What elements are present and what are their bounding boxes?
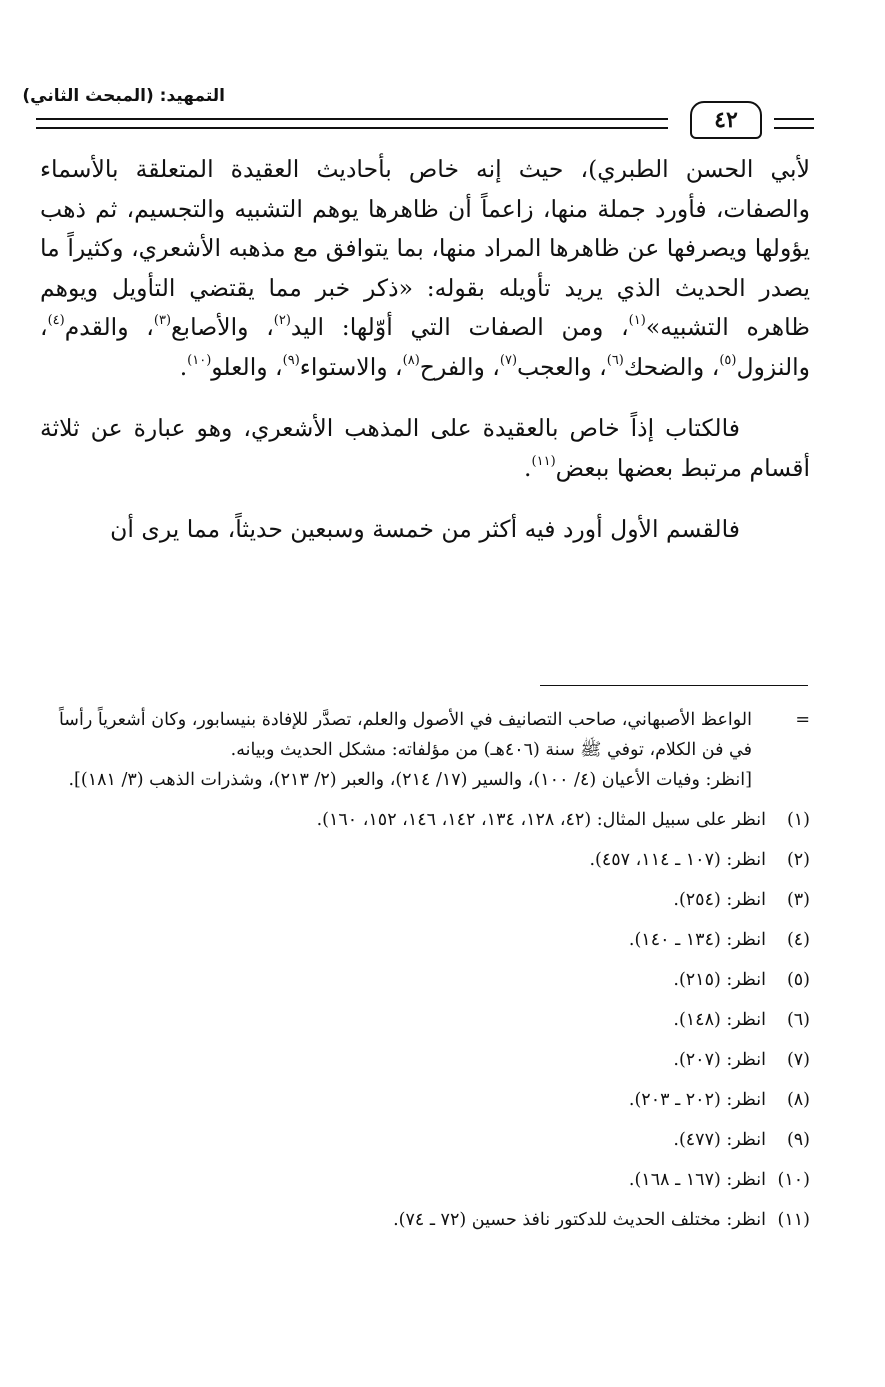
footnote-sources: [انظر: وفيات الأعيان (٤/ ١٠٠)، والسير (١٧/ ٢١٤)، والعبر (٢/ ٢١٣)، وشذرات الذهب (٣/ ١٨١)].: [68, 770, 752, 790]
continuation-mark: =: [795, 710, 810, 730]
footnote-item: [40, 1125, 810, 1155]
footnote-number: (٨): [786, 1090, 810, 1110]
text-run: ، والاستواء: [299, 352, 403, 381]
text-run: ، والفرح: [419, 352, 500, 381]
footnote-text: انظر: (١٤٨).: [673, 1010, 766, 1030]
text-run: ، والعلو: [211, 352, 283, 381]
footnote-item: [40, 925, 810, 955]
footnote-number: (٦): [786, 1010, 810, 1030]
footnote-item: [40, 1005, 810, 1035]
footnote-text: انظر: مختلف الحديث للدكتور نافذ حسين (٧٢ ـ ٧٤).: [393, 1210, 766, 1230]
footnote-item: [40, 1205, 810, 1235]
footnote-ref: (٣): [153, 313, 172, 329]
footnote-number: (١١): [777, 1210, 810, 1230]
text-run: ، والضحك: [623, 352, 720, 381]
footnote-list: [40, 805, 810, 1235]
footnote-text: انظر: (٢١٥).: [673, 970, 766, 990]
footnote-text: انظر: (١٦٧ ـ ١٦٨).: [628, 1170, 766, 1190]
footnote-number: (٩): [786, 1130, 810, 1150]
footnote-item: [40, 885, 810, 915]
footnote-ref: (٩): [282, 352, 300, 368]
footnotes: [40, 705, 810, 1235]
footnote-item: [40, 805, 810, 835]
text-run: ، ومن الصفات التي أوّلها: اليد: [290, 313, 629, 341]
header-double-rule-right: [774, 118, 814, 129]
footnote-item: [40, 1045, 810, 1075]
footnote-item: [40, 965, 810, 995]
footnote-number: (٣): [786, 890, 810, 910]
footnote-number: (٢): [786, 850, 810, 870]
footnote-item: [40, 1085, 810, 1115]
footnote-text: انظر: (٤٧٧).: [673, 1130, 766, 1150]
paragraph-2: [40, 409, 810, 488]
main-text: [40, 150, 810, 550]
footnote-ref: (٢): [273, 313, 291, 329]
footnote-number: (٧): [786, 1050, 810, 1070]
footnote-text: الواعظ الأصبهاني، صاحب التصانيف في الأصول والعلم، تصدَّر للإفادة بنيسابور، وكان أشعرياً رأساً في فن الكلام، توفي ﷺ سنة (٤٠٦هـ) من مؤلفاته: مشكل الحديث وبيانه.: [58, 710, 752, 760]
footnote-separator: [540, 685, 808, 686]
footnote-number: (٤): [786, 930, 810, 950]
text-run: ، والعجب: [517, 352, 607, 381]
footnote-ref: (٥): [719, 352, 737, 368]
footnote-ref: (١٠): [187, 352, 212, 368]
footnote-text: انظر: (١٣٤ ـ ١٤٠).: [628, 930, 766, 950]
footnote-ref: (٤): [47, 313, 65, 329]
footnote-number: (١): [786, 810, 810, 830]
running-header-title: التمهيد: (المبحث الثاني): [22, 86, 225, 106]
footnote-text: انظر: (٢٠٢ ـ ٢٠٣).: [628, 1090, 766, 1110]
text-run: لأبي الحسن الطبري)، حيث إنه خاص بأحاديث العقيدة المتعلقة بالأسماء والصفات، فأورد جملة منها، زاعماً أن ظاهرها يوهم التشبيه والتجسيم، ثم ذهب يؤولها ويصرفها عن ظاهرها المراد منها، بما يتوافق مع مذهبه الأشعري، وكثيراً ما يصدر الحديث الذي يريد تأويله بقوله: «ذكر خبر مما يقتضي التأويل ويوهم ظاهره التشبيه»: [40, 155, 810, 341]
footnote-text: انظر: (١٠٧ ـ ١١٤، ٤٥٧).: [589, 850, 766, 870]
footnote-ref: (١): [628, 313, 646, 329]
footnote-text: انظر: (٢٥٤).: [673, 890, 766, 910]
footnote-item: [40, 845, 810, 875]
text-run: فالكتاب إذاً خاص بالعقيدة على المذهب الأشعري، وهو عبارة عن ثلاثة أقسام مرتبط بعضها ببعض: [40, 414, 810, 482]
footnote-continuation: [40, 705, 810, 765]
footnote-number: (٥): [786, 970, 810, 990]
footnote-item: [40, 1165, 810, 1195]
footnote-text: انظر على سبيل المثال: (٤٢، ١٢٨، ١٣٤، ١٤٢، ١٤٦، ١٥٢، ١٦٠).: [316, 810, 766, 830]
footnote-number: (١٠): [777, 1170, 810, 1190]
footnote-ref: (٨): [402, 352, 420, 368]
page-number-badge: ٤٢: [690, 101, 762, 139]
header-double-rule: [36, 118, 668, 129]
text-run: ، والقدم: [64, 313, 154, 341]
paragraph-3: [40, 510, 810, 550]
footnote-ref: (٧): [499, 352, 518, 368]
footnote-ref: (٦): [606, 352, 624, 368]
footnote-text: انظر: (٢٠٧).: [673, 1050, 766, 1070]
paragraph-1: [40, 150, 810, 387]
text-run: .: [179, 352, 188, 381]
text-run: ، والنزول: [40, 313, 810, 381]
text-run: ، والأصابع: [171, 313, 274, 341]
text-run: .: [524, 453, 532, 482]
text-run: فالقسم الأول أورد فيه أكثر من خمسة وسبعين حديثاً، مما يرى أن: [110, 515, 740, 543]
footnote-ref: (١١): [531, 453, 556, 469]
